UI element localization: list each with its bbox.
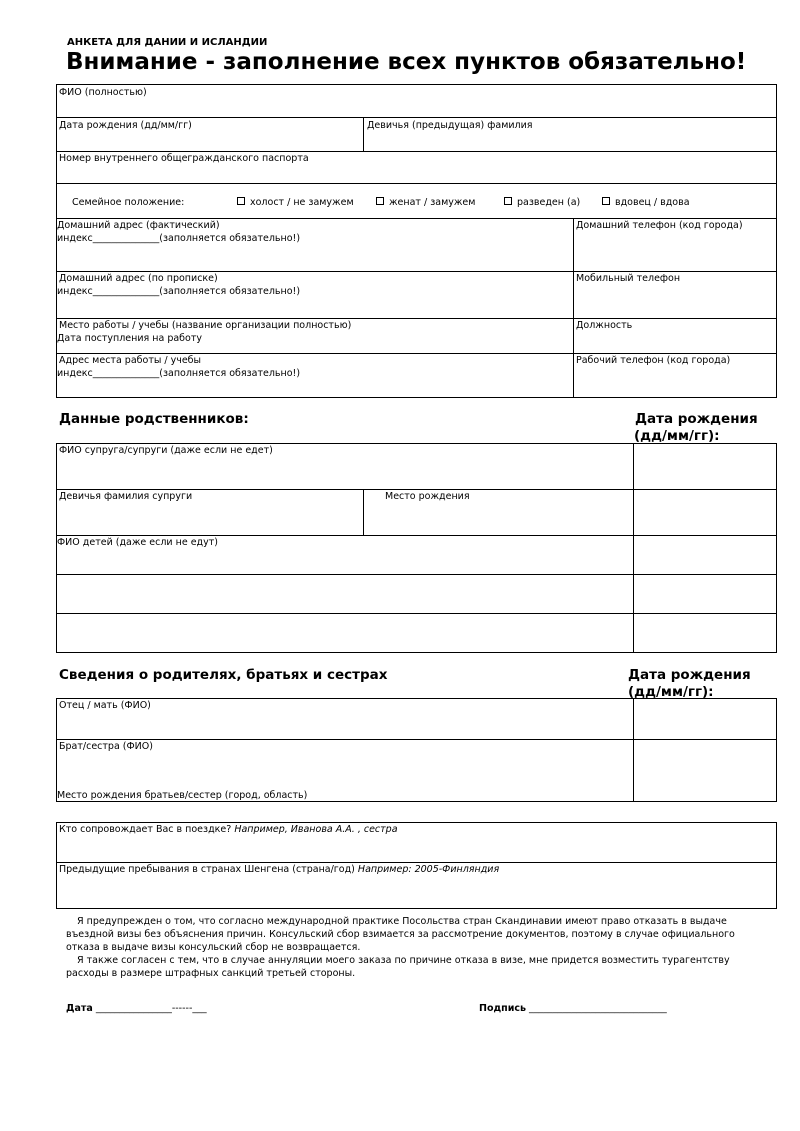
birth-date-field[interactable]: Дата рождения (дд/мм/гг) (59, 120, 192, 131)
work-address-field[interactable]: Адрес места работы / учебы (59, 355, 202, 366)
marital-option-divorced[interactable]: разведен (а) (504, 197, 580, 208)
relatives-date-heading: Дата рождения (дд/мм/гг): (634, 411, 758, 444)
work-start-date-field[interactable]: Дата поступления на работу (57, 333, 203, 344)
sibling-name-field[interactable]: Брат/сестра (ФИО) (59, 741, 153, 752)
marital-status-label: Семейное положение: (72, 197, 185, 208)
workplace-field[interactable]: Место работы / учебы (название организации полностью) (59, 320, 352, 331)
spouse-name-field[interactable]: ФИО супруга/супруги (даже если не едет) (59, 445, 273, 456)
marital-option-single[interactable]: холост / не замужем (237, 197, 354, 208)
checkbox-icon[interactable] (237, 197, 245, 205)
position-field[interactable]: Должность (576, 320, 633, 331)
companion-field[interactable]: Кто сопровождает Вас в поездке? Например, Иванова А.А. , сестра (59, 824, 398, 835)
marital-option-widowed[interactable]: вдовец / вдова (602, 197, 690, 208)
spouse-birth-place-field[interactable]: Место рождения (385, 491, 470, 502)
signature-line[interactable]: Подпись _____________________________ (479, 1003, 667, 1014)
work-address-index[interactable]: индекс______________(заполняется обязательно!) (57, 368, 301, 379)
parents-date-heading: Дата рождения (дд/мм/гг): (628, 667, 751, 700)
disclaimer-text: Я предупрежден о том, что согласно международной практике Посольства стран Скандинавии имеют право отказать в выдаче въездной визы без объяснения причин. Консульский сбор взимается за рассмотрение документов, поэтому в случае официального отказа в выдаче визы консульский сбор не возвращается. Я также согласен с тем, что в случае аннуляции моего заказа по причине отказа в визе, мне придется возместить турагентству расходы в размере штрафных санкций третьей стороны. (66, 916, 735, 979)
schengen-history-field[interactable]: Предыдущие пребывания в странах Шенгена (страна/год) Например: 2005-Финляндия (59, 864, 500, 875)
passport-field[interactable]: Номер внутреннего общегражданского паспорта (59, 153, 309, 164)
full-name-field[interactable]: ФИО (полностью) (59, 87, 147, 98)
home-address-actual-field[interactable]: Домашний адрес (фактический) (57, 220, 220, 231)
spouse-maiden-name-field[interactable]: Девичья фамилия супруги (59, 491, 193, 502)
home-address-registered-field[interactable]: Домашний адрес (по прописке) (59, 273, 218, 284)
checkbox-icon[interactable] (376, 197, 384, 205)
page-title: Внимание - заполнение всех пунктов обязательно! (66, 49, 747, 75)
marital-option-married[interactable]: женат / замужем (376, 197, 475, 208)
children-name-field[interactable]: ФИО детей (даже если не едут) (57, 537, 218, 548)
maiden-name-field[interactable]: Девичья (предыдущая) фамилия (367, 120, 533, 131)
sibling-birth-place-field[interactable]: Место рождения братьев/сестер (город, область) (57, 790, 308, 801)
form-supertitle: АНКЕТА ДЛЯ ДАНИИ И ИСЛАНДИИ (67, 37, 268, 48)
home-address-actual-index[interactable]: индекс______________(заполняется обязательно!) (57, 233, 301, 244)
mobile-phone-field[interactable]: Мобильный телефон (576, 273, 681, 284)
parents-heading: Сведения о родителях, братьях и сестрах (59, 667, 388, 683)
date-signature-line[interactable]: Дата ________________------___ (66, 1003, 207, 1014)
home-address-registered-index[interactable]: индекс______________(заполняется обязательно!) (57, 286, 301, 297)
parents-table (56, 698, 777, 802)
work-phone-field[interactable]: Рабочий телефон (код города) (576, 355, 731, 366)
checkbox-icon[interactable] (602, 197, 610, 205)
relatives-heading: Данные родственников: (59, 411, 249, 427)
parent-name-field[interactable]: Отец / мать (ФИО) (59, 700, 151, 711)
checkbox-icon[interactable] (504, 197, 512, 205)
home-phone-field[interactable]: Домашний телефон (код города) (576, 220, 743, 231)
